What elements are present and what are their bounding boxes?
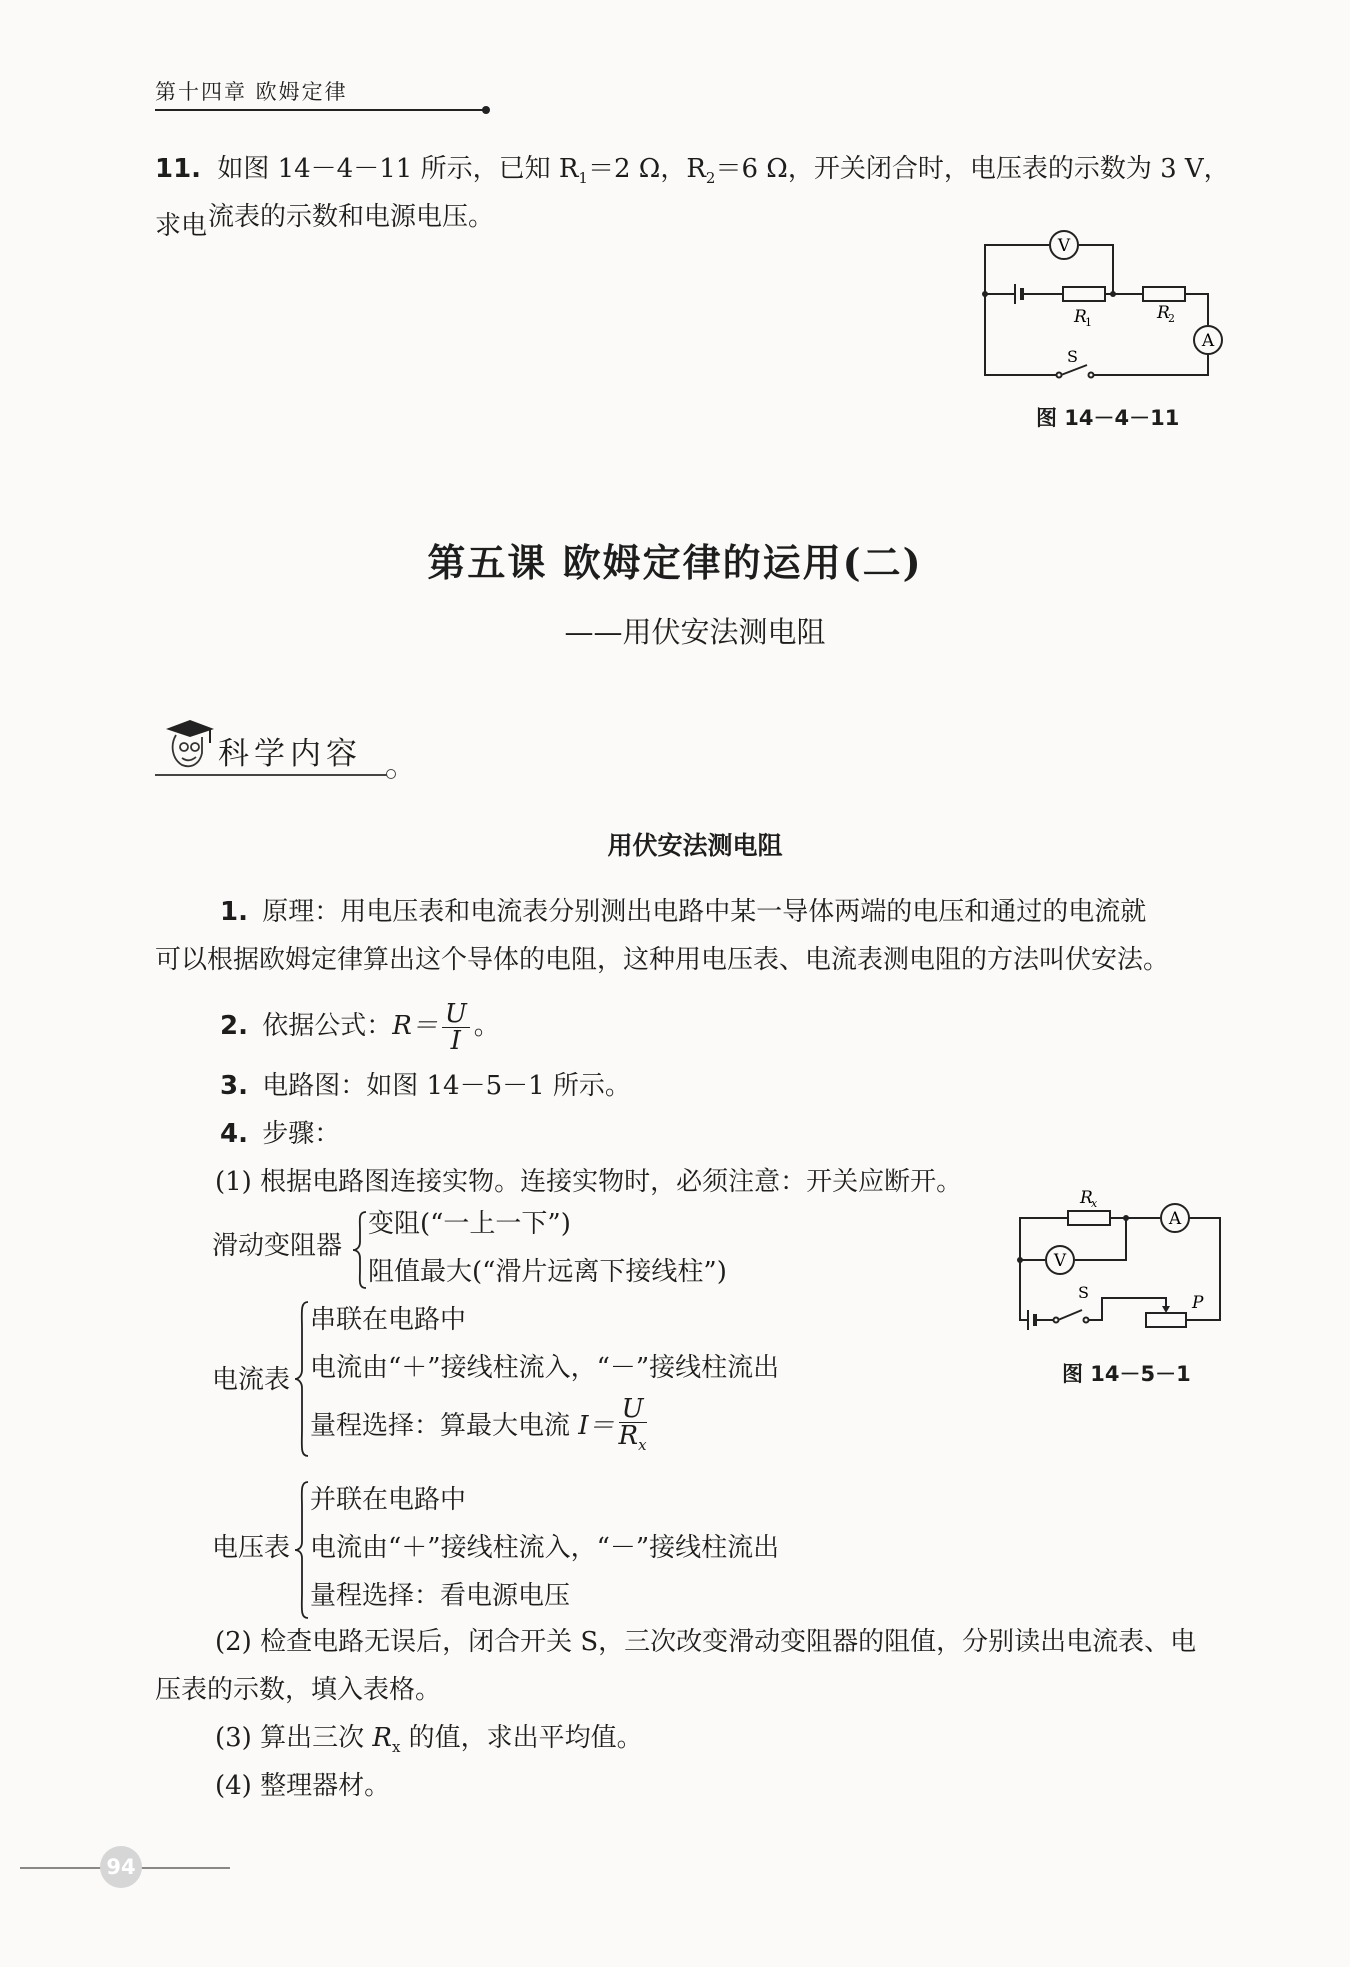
rheostat-brace [352, 1210, 368, 1290]
lesson-title: 第五课 欧姆定律的运用(二) [427, 540, 923, 585]
question-11-line1: 11. 如图 14－4－11 所示，已知 $R_1=2$ Ω，$R_2=6$ Ω，开关闭合时，电压表的示数为 3 V，求电 [155, 154, 1230, 242]
rheostat-rule-b: 阻值最大(“滑片远离下接线柱”) [368, 1257, 727, 1287]
question-11-line2: 流表的示数和电源电压。 [208, 202, 495, 232]
circuit-figure-14-4-11 [975, 222, 1225, 382]
resistor-r2-icon [1143, 287, 1185, 301]
step-1: (1) 根据电路图连接实物。连接实物时，必须注意：开关应断开。 [215, 1167, 963, 1197]
steps-line: 4. 步骤： [220, 1119, 341, 1149]
resistor-rx-icon [1068, 1211, 1110, 1225]
switch-label: S [1067, 347, 1078, 366]
voltmeter-rule-c: 量程选择：看电源电压 [310, 1581, 571, 1611]
page-number: 94 [106, 1855, 136, 1879]
ammeter-rule-b: 电流由“＋”接线柱流入，“－”接线柱流出 [310, 1353, 780, 1383]
step-2-line2: 压表的示数，填入表格。 [155, 1675, 442, 1705]
running-header: 第十四章 欧姆定律 [155, 80, 348, 104]
circuit-diagram-line: 3. 电路图：如图 14－5－1 所示。 [220, 1071, 631, 1101]
ammeter-brace [294, 1300, 310, 1458]
rheostat-rule-a: 变阻(“一上一下”) [368, 1209, 571, 1239]
voltmeter-label: V [1057, 236, 1071, 256]
graduate-cap-icon [162, 715, 216, 771]
figure-caption-14-4-11: 图 14－4－11 [1036, 406, 1180, 430]
figure-caption-14-5-1: 图 14－5－1 [1062, 1362, 1191, 1386]
header-rule-dot [482, 106, 490, 114]
circuit-figure-14-5-1 [1010, 1180, 1230, 1330]
resistor-r1-icon [1063, 287, 1105, 301]
switch-label: S [1078, 1283, 1089, 1302]
voltmeter-label: V [1053, 1251, 1067, 1271]
step-4: (4) 整理器材。 [215, 1771, 391, 1801]
max-current-fraction: $\frac{U}{R_x}$ [618, 1394, 647, 1455]
section-heading: 用伏安法测电阻 [607, 831, 783, 860]
rheostat-label: 滑动变阻器 [212, 1231, 343, 1261]
voltmeter-label: 电压表 [212, 1533, 291, 1563]
svg-text:1: 1 [1085, 316, 1092, 329]
ammeter-rule-a: 串联在电路中 [310, 1305, 467, 1335]
svg-text:2: 2 [1168, 312, 1175, 325]
science-rule-dot [386, 769, 396, 779]
r2-label: R [1157, 303, 1170, 323]
principle-line1: 1. 原理：用电压表和电流表分别测出电路中某一导体两端的电压和通过的电流就 [220, 897, 1147, 927]
rheostat-icon [1146, 1313, 1186, 1327]
ammeter-rule-c: 量程选择：算最大电流 I＝ $\frac{U}{R_x}$ [310, 1396, 651, 1458]
ammeter-label: A [1201, 331, 1215, 351]
voltmeter-brace [294, 1480, 310, 1620]
lesson-subtitle: ——用伏安法测电阻 [564, 615, 826, 649]
svg-text:x: x [1091, 1197, 1098, 1210]
ammeter-label: 电流表 [212, 1365, 291, 1395]
ammeter-label: A [1168, 1209, 1182, 1229]
voltmeter-rule-a: 并联在电路中 [310, 1485, 467, 1515]
r1-label: R [1074, 307, 1087, 327]
formula-fraction: $\frac{U}{I}$ [442, 1001, 470, 1054]
science-content-label: 科学内容 [218, 736, 362, 772]
question-number: 11. [155, 154, 202, 184]
step-2-line1: (2) 检查电路无误后，闭合开关 S，三次改变滑动变阻器的阻值，分别读出电流表、电 [215, 1627, 1197, 1657]
step-3: (3) 算出三次 $R_x$ 的值，求出平均值。 [215, 1723, 643, 1757]
rx-label: R [1080, 1188, 1093, 1208]
header-rule [155, 109, 485, 111]
science-rule [155, 774, 390, 776]
principle-line2: 可以根据欧姆定律算出这个导体的电阻，这种用电压表、电流表测电阻的方法叫伏安法。 [155, 945, 1170, 975]
formula-line: 2. 依据公式：R＝ $\frac{U}{I}$ 。 [220, 998, 500, 1056]
slider-label: P [1192, 1293, 1204, 1313]
voltmeter-rule-b: 电流由“＋”接线柱流入，“－”接线柱流出 [310, 1533, 780, 1563]
